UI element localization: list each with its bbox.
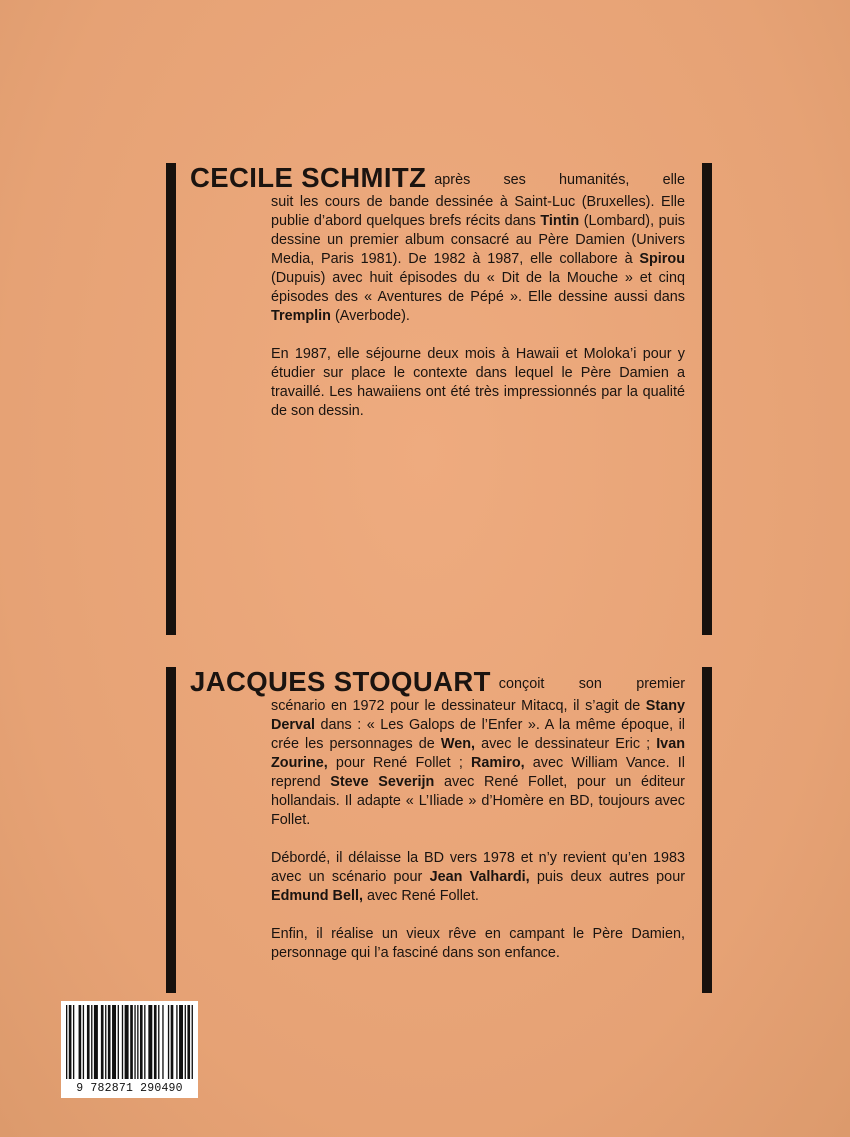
barcode-bar bbox=[105, 1005, 106, 1079]
left-vertical-rule-top bbox=[166, 163, 176, 635]
text-run: puis deux autres pour bbox=[529, 869, 685, 885]
barcode-bar bbox=[83, 1005, 84, 1079]
text-run: (Dupuis) avec huit épisodes du « Dit de la Mouche » et cinq épisodes des « Aventures de Pépé ». Elle dessine aussi dans bbox=[271, 270, 685, 305]
text-run: Débordé, il délaisse la BD vers 1978 et n’y revient qu’en 1983 avec un scénario pour bbox=[271, 850, 685, 885]
bold-title: Stany Derval bbox=[271, 698, 685, 733]
barcode-bar bbox=[108, 1005, 111, 1079]
barcode-bar bbox=[158, 1005, 159, 1079]
bold-title: Edmund Bell, bbox=[271, 888, 363, 904]
barcode-bar bbox=[148, 1005, 152, 1079]
text-run: (Lombard), puis dessine un premier album consacré au Père Damien (Univers Media, Paris 1981). De 1982 à 1987, elle collabore à bbox=[271, 213, 685, 267]
bold-title: Tremplin bbox=[271, 308, 331, 324]
left-vertical-rule-bottom bbox=[166, 667, 176, 993]
bio-paragraph-3: Enfin, il réalise un vieux rêve en campant le Père Damien, personnage qui l’a fasciné dans son enfance. bbox=[271, 926, 685, 961]
barcode-bar bbox=[179, 1005, 183, 1079]
barcode-bar bbox=[91, 1005, 92, 1079]
barcode-bar bbox=[168, 1005, 169, 1079]
lead-text: conçoit son premier bbox=[498, 676, 685, 692]
bold-title: Ivan Zourine, bbox=[271, 736, 685, 771]
barcode-bar bbox=[187, 1005, 190, 1079]
barcode-bar bbox=[94, 1005, 98, 1079]
barcode-bars bbox=[66, 1005, 193, 1079]
barcode-bar bbox=[122, 1005, 123, 1079]
bio-paragraph-1 bbox=[271, 193, 685, 326]
barcode-bar bbox=[176, 1005, 177, 1079]
jacques-stoquart-bio bbox=[190, 667, 685, 963]
barcode-bar bbox=[192, 1005, 193, 1079]
bold-title: Steve Severijn bbox=[330, 774, 435, 790]
bio-paragraph-2: En 1987, elle séjourne deux mois à Hawaii et Moloka’i pour y étudier sur place le contexte dans lequel le Père Damien a travaillé. Les hawaiiens ont été très impressionnés par la qualité de son dessin. bbox=[271, 346, 685, 419]
text-run: avec René Follet. bbox=[362, 888, 479, 904]
bold-title: Tintin bbox=[540, 213, 580, 229]
barcode-bar bbox=[87, 1005, 90, 1079]
barcode-bar bbox=[171, 1005, 174, 1079]
barcode-bar bbox=[140, 1005, 143, 1079]
barcode-bar bbox=[130, 1005, 133, 1079]
barcode-bar bbox=[185, 1005, 186, 1079]
text-run: suit les cours de bande dessinée à Saint-Luc (Bruxelles). Elle publie d’abord quelques brefs récits dans bbox=[271, 194, 685, 229]
text-run: scénario en 1972 pour le dessinateur Mitacq, il s’agit de bbox=[271, 698, 646, 714]
barcode-bar bbox=[69, 1005, 72, 1079]
right-vertical-rule-top bbox=[702, 163, 712, 635]
bio-body bbox=[190, 697, 685, 963]
barcode-bar bbox=[79, 1005, 82, 1079]
bio-body bbox=[190, 193, 685, 421]
bold-title: Wen, bbox=[440, 736, 475, 752]
text-run: avec le dessinateur Eric ; bbox=[475, 736, 657, 752]
barcode-bar bbox=[101, 1005, 104, 1079]
barcode-bar bbox=[162, 1005, 163, 1079]
bio-lead-line bbox=[190, 163, 685, 193]
barcode-bar bbox=[125, 1005, 129, 1079]
text-run: pour René Follet ; bbox=[327, 755, 472, 771]
text-run: avec William Vance. Il reprend bbox=[271, 755, 686, 790]
text-run: (Averbode). bbox=[330, 308, 410, 324]
barcode-bar bbox=[66, 1005, 67, 1079]
barcode-digits: 9 782871 290490 bbox=[76, 1082, 183, 1095]
text-run: avec René Follet, pour un éditeur hollandais. Il adapte « L’Iliade » d’Homère en BD, toujours avec Follet. bbox=[271, 774, 685, 828]
bio-paragraph-1 bbox=[271, 697, 685, 830]
right-vertical-rule-bottom bbox=[702, 667, 712, 993]
lead-text: après ses humanités, elle bbox=[434, 172, 685, 188]
bold-title: Spirou bbox=[639, 251, 685, 267]
barcode-bar bbox=[154, 1005, 157, 1079]
barcode-bar bbox=[134, 1005, 135, 1079]
barcode-bar bbox=[144, 1005, 145, 1079]
bold-title: Jean Valhardi, bbox=[429, 869, 530, 885]
cecile-schmitz-bio bbox=[190, 163, 685, 421]
barcode-bar bbox=[118, 1005, 119, 1079]
author-name-cecile: CECILE SCHMITZ bbox=[190, 162, 427, 193]
barcode-bar bbox=[112, 1005, 116, 1079]
bio-lead-line bbox=[190, 667, 685, 697]
bold-title: Ramiro, bbox=[471, 755, 525, 771]
isbn-barcode bbox=[61, 1001, 198, 1098]
barcode-bar bbox=[73, 1005, 74, 1079]
bio-paragraph-2 bbox=[271, 849, 685, 906]
barcode-bar bbox=[137, 1005, 138, 1079]
text-run: dans : « Les Galops de l’Enfer ». A la même époque, il crée les personnages de bbox=[271, 717, 685, 752]
author-name-jacques: JACQUES STOQUART bbox=[190, 666, 491, 697]
